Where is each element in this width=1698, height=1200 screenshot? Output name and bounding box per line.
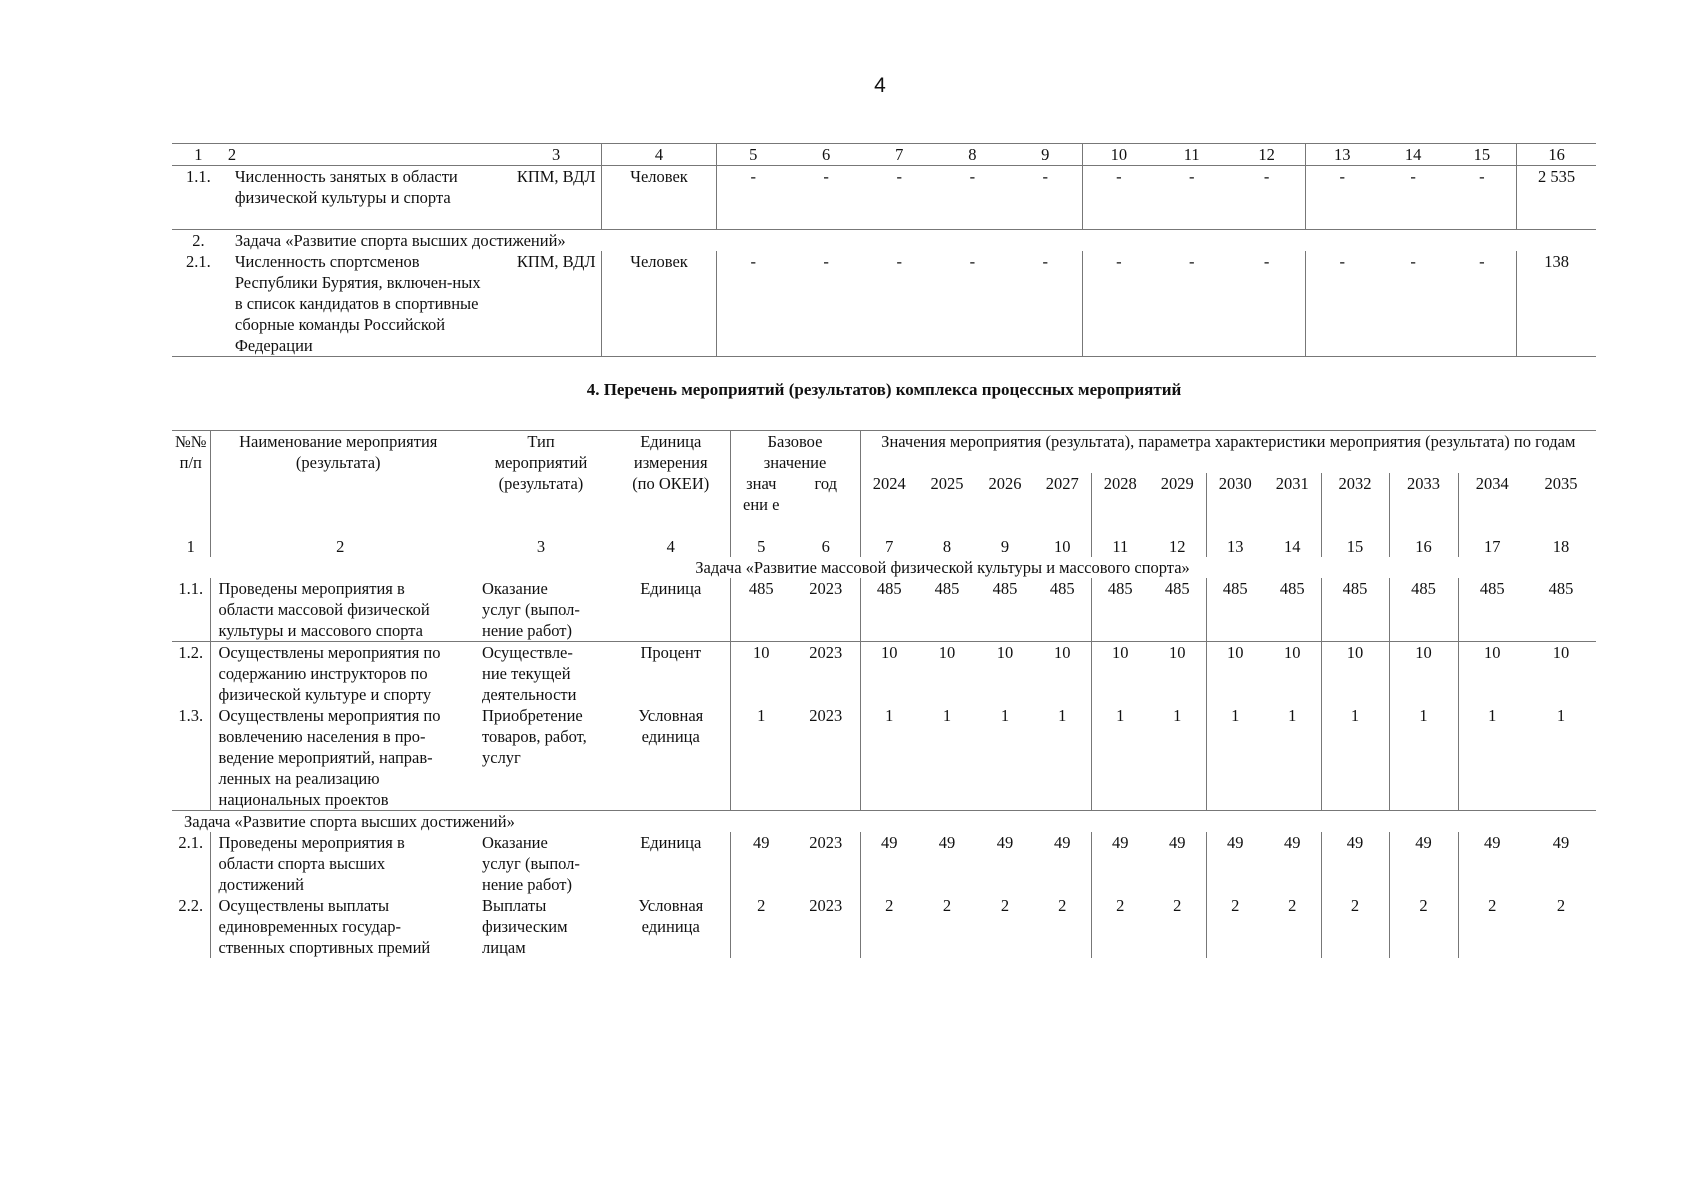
row-number: 2. xyxy=(192,231,205,250)
value-cell: - xyxy=(1009,166,1082,230)
value-cell: 49 xyxy=(1458,832,1526,895)
value-cell: - xyxy=(863,166,936,230)
activity-unit: Единица xyxy=(640,833,702,852)
table-row xyxy=(172,166,1596,230)
value-cell: - xyxy=(790,251,863,357)
header-spacer xyxy=(1206,494,1264,536)
value-cell: 10 xyxy=(1091,642,1149,706)
value-cell: - xyxy=(1155,166,1228,230)
task-title: Задача «Развитие спорта высших достижений» xyxy=(184,812,515,831)
row-number: 2.1. xyxy=(172,251,225,357)
value-cell: 49 xyxy=(1169,833,1186,852)
value-cell: - xyxy=(1082,251,1155,357)
indicator-source: КПМ, ВДЛ xyxy=(511,251,601,357)
table-row xyxy=(172,895,1596,958)
value-cell: 49 xyxy=(1091,832,1149,895)
col-num: 14 xyxy=(1284,537,1301,556)
header-spacer xyxy=(1526,494,1596,536)
header-name: Наименование мероприятия (результата) xyxy=(210,431,470,537)
value-cell: 2 xyxy=(1556,896,1566,915)
indicator-name: Численность занятых в области физической культуры и спорта xyxy=(225,166,511,230)
value-cell-final: 2 535 xyxy=(1517,166,1596,230)
col-num: 1 xyxy=(186,537,195,556)
col-num: 4 xyxy=(602,144,717,166)
col-num: 12 xyxy=(1228,144,1305,166)
indicator-unit: Человек xyxy=(602,166,717,230)
header-spacer xyxy=(1149,494,1206,536)
col-num: 9 xyxy=(1009,144,1082,166)
activity-unit: Условная единица xyxy=(638,896,704,936)
value-cell: 49 xyxy=(938,833,956,852)
activity-type: Оказание услуг (выпол-нение работ) xyxy=(482,833,580,894)
task-title: Задача «Развитие спорта высших достижений» xyxy=(234,231,566,250)
value-cell: 1 xyxy=(1034,705,1091,811)
value-cell: 10 xyxy=(1284,643,1301,662)
base-year: 2023 xyxy=(792,578,860,642)
col-num: 13 xyxy=(1206,536,1264,557)
task-row xyxy=(172,557,1596,578)
col-num: 7 xyxy=(860,536,918,557)
col-num: 12 xyxy=(1169,537,1186,556)
header-spacer xyxy=(1264,494,1321,536)
activity-type: Оказание услуг (выпол-нение работ) xyxy=(470,578,612,642)
value-cell: - xyxy=(936,166,1009,230)
value-cell: 1 xyxy=(1264,705,1321,811)
activity-unit: Единица xyxy=(612,578,730,642)
value-cell: - xyxy=(1082,166,1155,230)
row-number: 2.1. xyxy=(178,833,204,852)
row-number: 1.1. xyxy=(172,166,225,230)
header-base-year: год xyxy=(814,474,838,493)
value-cell: 10 xyxy=(860,642,918,706)
activity-name: Осуществлены выплаты единовременных государ-ственных спортивных премий xyxy=(210,895,470,958)
value-cell: - xyxy=(716,166,789,230)
table-row xyxy=(172,251,1596,357)
value-cell: 49 xyxy=(1552,833,1570,852)
value-cell: 49 xyxy=(1389,832,1458,895)
value-cell: 485 xyxy=(1389,578,1458,642)
value-cell: - xyxy=(1448,251,1517,357)
header-values: Значения мероприятия (результата), параметра характеристики мероприятия (результата) по годам xyxy=(860,431,1596,474)
header-num: №№ п/п xyxy=(172,431,210,537)
col-num: 17 xyxy=(1458,536,1526,557)
value-cell: 49 xyxy=(1321,832,1389,895)
value-cell: 1 xyxy=(1206,705,1264,811)
value-cell: - xyxy=(716,251,789,357)
year-header: 2027 xyxy=(1045,474,1079,493)
value-cell: 485 xyxy=(1034,578,1091,642)
base-value: 2 xyxy=(730,895,792,958)
value-cell: 10 xyxy=(1169,643,1186,662)
year-header: 2031 xyxy=(1275,474,1309,493)
col-num: 2 xyxy=(210,536,470,557)
column-number-row xyxy=(172,144,1596,166)
base-value: 49 xyxy=(730,832,792,895)
header-type: Тип мероприятий (результата) xyxy=(470,431,612,537)
header-spacer xyxy=(860,494,918,536)
value-cell: - xyxy=(790,166,863,230)
year-header: 2032 xyxy=(1321,473,1389,494)
value-cell: - xyxy=(1155,251,1228,357)
value-cell: 485 xyxy=(1264,578,1321,642)
base-year: 2023 xyxy=(809,833,843,852)
value-cell: - xyxy=(1228,251,1305,357)
col-num: 6 xyxy=(790,144,863,166)
task-title: Задача «Развитие массовой физической культуры и массового спорта» xyxy=(695,558,1190,577)
value-cell: 485 xyxy=(1091,578,1149,642)
value-cell: - xyxy=(1448,166,1517,230)
indicator-source: КПМ, ВДЛ xyxy=(511,166,601,230)
value-cell: 1 xyxy=(860,705,918,811)
row-number: 1.1. xyxy=(172,578,210,642)
base-value: 485 xyxy=(730,578,792,642)
column-number-row xyxy=(172,536,1596,557)
year-header: 2033 xyxy=(1389,473,1458,494)
value-cell: 1 xyxy=(918,705,976,811)
row-number: 1.2. xyxy=(178,643,204,662)
col-num: 3 xyxy=(511,144,601,166)
row-number: 1.3. xyxy=(172,705,210,811)
header-spacer xyxy=(1321,494,1389,536)
value-cell: 49 xyxy=(860,832,918,895)
indicator-unit: Человек xyxy=(602,251,717,357)
year-header: 2025 xyxy=(930,474,964,493)
col-num: 4 xyxy=(666,537,675,556)
value-cell: - xyxy=(1379,251,1448,357)
base-value: 10 xyxy=(730,642,792,706)
activities-table xyxy=(172,430,1596,958)
base-year: 2023 xyxy=(792,705,860,811)
col-num: 13 xyxy=(1305,144,1378,166)
col-num: 10 xyxy=(1054,537,1071,556)
base-year: 2023 xyxy=(809,643,843,662)
header-row xyxy=(172,431,1596,474)
table-row xyxy=(172,578,1596,642)
value-cell: 2 xyxy=(1058,896,1067,915)
activity-unit: Условная единица xyxy=(612,705,730,811)
col-num: 8 xyxy=(936,144,1009,166)
value-cell: 2 xyxy=(1458,895,1526,958)
task-row xyxy=(172,230,1596,252)
col-num: 10 xyxy=(1082,144,1155,166)
value-cell: 2 xyxy=(1000,896,1010,915)
activity-type: Приобретение товаров, работ, услуг xyxy=(470,705,612,811)
activity-name: Осуществлены мероприятия по содержанию инструкторов по физической культуре и спорту xyxy=(210,642,470,706)
base-year: 2023 xyxy=(809,896,843,915)
header-spacer xyxy=(918,494,976,536)
value-cell: 2 xyxy=(942,896,952,915)
value-cell: 485 xyxy=(976,578,1034,642)
activity-name: Проведены мероприятия в области спорта высших достижений xyxy=(210,832,470,895)
header-spacer xyxy=(1458,494,1526,536)
header-base-value: знач ени е xyxy=(730,473,792,536)
value-cell-final: 138 xyxy=(1517,251,1596,357)
activity-type: Осуществле-ние текущей деятельности xyxy=(482,643,577,704)
value-cell: - xyxy=(936,251,1009,357)
table-row xyxy=(172,642,1596,706)
value-cell: - xyxy=(1379,166,1448,230)
value-cell: 1 xyxy=(976,705,1034,811)
table-row xyxy=(172,832,1596,895)
value-cell: 10 xyxy=(1552,643,1570,662)
header-spacer xyxy=(1034,494,1091,536)
value-cell: 2 xyxy=(1173,896,1182,915)
value-cell: 10 xyxy=(938,643,956,662)
value-cell: - xyxy=(1009,251,1082,357)
col-num: 16 xyxy=(1389,536,1458,557)
section-title: 4. Перечень мероприятий (результатов) комплекса процессных мероприятий xyxy=(586,380,1182,399)
col-num: 15 xyxy=(1321,536,1389,557)
header-base: Базовое значение xyxy=(730,431,860,474)
value-cell: 10 xyxy=(1321,642,1389,706)
value-cell: - xyxy=(863,251,936,357)
year-header: 2030 xyxy=(1206,473,1264,494)
activity-type: Выплаты физическим лицам xyxy=(482,896,568,957)
task-row xyxy=(172,811,1596,833)
value-cell: 485 xyxy=(1526,578,1596,642)
value-cell: 10 xyxy=(1054,643,1071,662)
value-cell: 1 xyxy=(1321,705,1389,811)
value-cell: 485 xyxy=(1206,578,1264,642)
value-cell: 1 xyxy=(1389,705,1458,811)
col-num: 16 xyxy=(1517,144,1596,166)
value-cell: - xyxy=(1305,166,1378,230)
value-cell: 49 xyxy=(1054,833,1071,852)
col-num: 5 xyxy=(730,536,792,557)
year-header: 2029 xyxy=(1160,474,1194,493)
value-cell: 2 xyxy=(1321,895,1389,958)
col-num: 2 xyxy=(225,144,511,166)
value-cell: 485 xyxy=(1149,578,1206,642)
indicator-name: Численность спортсменов Республики Бурятия, включен-ных в список кандидатов в спортивные сборные команды Российской Федерации xyxy=(225,251,511,357)
col-num: 5 xyxy=(716,144,789,166)
activity-unit: Процент xyxy=(640,643,702,662)
header-spacer xyxy=(976,494,1034,536)
value-cell: 485 xyxy=(1321,578,1389,642)
value-cell: 2 xyxy=(1206,895,1264,958)
value-cell: 1 xyxy=(1091,705,1149,811)
header-unit: Единица измерения (по ОКЕИ) xyxy=(612,431,730,537)
value-cell: 10 xyxy=(996,643,1014,662)
col-num: 15 xyxy=(1448,144,1517,166)
value-cell: 49 xyxy=(996,833,1014,852)
value-cell: 2 xyxy=(1091,895,1149,958)
indicators-table xyxy=(172,143,1596,357)
header-spacer xyxy=(1389,494,1458,536)
value-cell: 49 xyxy=(1284,833,1301,852)
value-cell: 485 xyxy=(860,578,918,642)
value-cell: 10 xyxy=(1458,642,1526,706)
col-num: 9 xyxy=(1000,537,1010,556)
page-number: 4 xyxy=(874,74,886,97)
value-cell: 2 xyxy=(1288,896,1297,915)
col-num: 8 xyxy=(942,537,952,556)
year-header: 2028 xyxy=(1091,473,1149,494)
value-cell: 49 xyxy=(1206,832,1264,895)
col-num: 11 xyxy=(1155,144,1228,166)
value-cell: 1 xyxy=(1526,705,1596,811)
year-header: 2035 xyxy=(1544,474,1578,493)
value-cell: 10 xyxy=(1206,642,1264,706)
activity-name: Осуществлены мероприятия по вовлечению населения в про-ведение мероприятий, направ-ленных на реализацию национальных проектов xyxy=(210,705,470,811)
row-number: 2.2. xyxy=(178,896,204,915)
col-num: 6 xyxy=(821,537,830,556)
col-num: 18 xyxy=(1552,537,1570,556)
base-value: 1 xyxy=(730,705,792,811)
activity-name: Проведены мероприятия в области массовой физической культуры и массового спорта xyxy=(210,578,470,642)
value-cell: 2 xyxy=(860,895,918,958)
value-cell: - xyxy=(1305,251,1378,357)
year-header: 2024 xyxy=(860,473,918,494)
col-num: 14 xyxy=(1379,144,1448,166)
value-cell: 10 xyxy=(1389,642,1458,706)
value-cell: 1 xyxy=(1458,705,1526,811)
table-row xyxy=(172,705,1596,811)
value-cell: 485 xyxy=(918,578,976,642)
year-header: 2026 xyxy=(988,474,1022,493)
value-cell: - xyxy=(1228,166,1305,230)
value-cell: 2 xyxy=(1389,895,1458,958)
value-cell: 1 xyxy=(1149,705,1206,811)
col-num: 11 xyxy=(1091,536,1149,557)
year-header: 2034 xyxy=(1458,473,1526,494)
col-num: 7 xyxy=(863,144,936,166)
col-num: 3 xyxy=(536,537,546,556)
header-spacer xyxy=(1091,494,1149,536)
col-num: 1 xyxy=(172,144,225,166)
value-cell: 485 xyxy=(1458,578,1526,642)
